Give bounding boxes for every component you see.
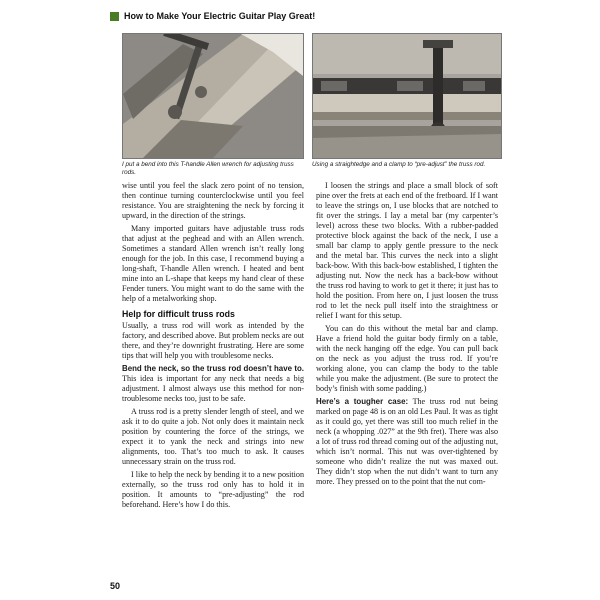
body-paragraph: I like to help the neck by bending it to a new position externally, so the truss rod only has to hold it in position. It amounts to “pre-adjusting” the rod beforehand. Here’s how I do this. bbox=[122, 470, 304, 509]
body-paragraph: You can do this without the metal bar and clamp. Have a friend hold the guitar body firmly on a table, with the neck hanging off the edge. You can pull back on the neck as you adjust the truss rod. If you’re working alone, you can clamp the body to the table while you make the adjustment. (Be sure to protect the body’s finish with some padding.) bbox=[316, 324, 498, 393]
body-paragraph: I loosen the strings and place a small block of soft pine over the frets at each end of the fretboard. If I want to leave the strings on, I use blocks that are notched to fit over the strings. I lay a metal bar (my carpenter’s level) across these two blocks. With a rubber-padded protective block against the back of the neck, I use a small bar clamp to apply gentle pressure to the neck and the metal bar. This curves the neck into a slight back-bow. With this back-bow established, I tighten the adjusting nut. Now the neck has a back-bow without the truss rod having to work to get it there; it just has to hold the position. From here on, I just loosen the truss rod to let the neck pull itself into the straightness or relief I want for this setup. bbox=[316, 181, 498, 320]
body-paragraph bbox=[122, 364, 304, 404]
left-column bbox=[122, 181, 304, 513]
figure-right bbox=[312, 33, 502, 176]
paragraph-text: This idea is important for any neck that needs a big adjustment. I almost always use this method for non-troublesome necks too, just to be safe. bbox=[122, 374, 304, 403]
body-paragraph: A truss rod is a pretty slender length of steel, and we ask it to do quite a job. Not only does it maintain neck position by countering the force of the strings, we expect it to yank the neck and strings into new alignments, too. That’s too much to ask. It causes unnecessary strain on the truss rod. bbox=[122, 407, 304, 466]
photo-straightedge-clamp-art bbox=[313, 34, 501, 158]
header-bullet-icon bbox=[110, 12, 119, 21]
page-number: 50 bbox=[110, 581, 121, 591]
photo-t-handle-allen-wrench bbox=[122, 33, 304, 159]
photo-t-handle-allen-wrench-art bbox=[123, 34, 303, 158]
header-title: How to Make Your Electric Guitar Play Great! bbox=[124, 11, 316, 21]
running-header bbox=[110, 11, 315, 21]
figure-caption-right: Using a straightedge and a clamp to “pre-adjust” the truss rod. bbox=[312, 161, 486, 168]
body-paragraph bbox=[316, 397, 498, 487]
figure-left bbox=[122, 33, 304, 176]
paragraph-text: The truss rod nut being marked on page 48 is on an old Les Paul. It was as tight as it could go, yet there was still too much relief in the neck (a whopping .027” at the 9th fret). There was also a lot of truss rod thread coming out of the adjusting nut, which isn’t normal. This nut was over-tightened by someone who didn’t realize the nut was maxed out. They didn’t stop when the nut didn’t want to turn any more. They pressed on to the point that the nut com- bbox=[316, 397, 498, 486]
figure-caption-left: I put a bend into this T-handle Allen wrench for adjusting truss rods. bbox=[122, 161, 294, 176]
paragraph-lead: Here’s a tougher case: bbox=[316, 397, 409, 406]
paragraph-lead: Bend the neck, so the truss rod doesn’t have to. bbox=[122, 364, 304, 373]
photo-straightedge-clamp bbox=[312, 33, 502, 159]
right-column bbox=[316, 181, 498, 513]
body-text bbox=[122, 181, 498, 513]
figure-row bbox=[122, 33, 498, 176]
body-paragraph: Usually, a truss rod will work as intended by the factory, and described above. But problem necks are out there, and they’re downright frustrating. Here are some tips that will help you with troublesome necks. bbox=[122, 321, 304, 360]
body-paragraph: wise until you feel the slack zero point of no tension, then continue turning counterclockwise until you feel resistance. You are straightening the neck by forcing it upward, in the direction of the strings. bbox=[122, 181, 304, 220]
body-paragraph: Many imported guitars have adjustable truss rods that adjust at the peghead and with an Allen wrench. Sometimes a standard Allen wrench isn’t really long enough for the job. In this case, I recommend buying a long-shaft, T-handle Allen wrench. I heated and bent mine into an L-shape that keeps my hand clear of these Fender tuners. You might want to do the same with the help of a metalworking shop. bbox=[122, 224, 304, 303]
section-heading: Help for difficult truss rods bbox=[122, 309, 235, 319]
